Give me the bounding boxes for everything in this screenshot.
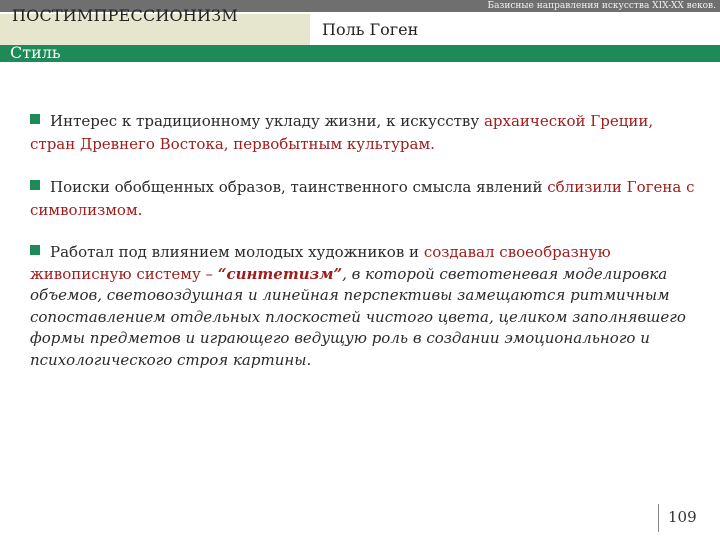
style-bar [0,45,720,62]
bullet-3-italic-text: , в которой светотеневая моделировка объемов, световоздушная и линейная перспективы замещаются ритмичным сопоставлением отдельных плоскостей чистого цвета, целиком заполнявшего формы предметов и играющего ведущую роль в создании эмоционального и психологического строя картины. [30,264,686,369]
square-bullet-icon [30,180,40,190]
synthetism-term: “синтетизм” [217,264,343,283]
bullet-3-highlight: создавал своеобразную живописную систему – [30,243,611,283]
style-label: Стиль [10,43,61,62]
section-title: ПОСТИМПРЕССИОНИЗМ [12,6,238,25]
bullet-2-text: Поиски обобщенных образов, таинственного смысла явлений [50,178,548,196]
bullet-1-highlight: архаической Греции, стран Древнего Востока, первобытным культурам. [30,112,654,153]
square-bullet-icon [30,114,40,124]
bullet-2-highlight: сблизили Гогена с символизмом. [30,178,695,219]
bullet-item-2 [30,176,700,222]
page-number-divider [658,504,659,532]
square-bullet-icon [30,245,40,255]
bullet-3-text: Работал под влиянием молодых художников и [50,243,424,261]
page-number: 109 [668,508,697,526]
bullet-item-3 [30,242,700,371]
bullet-item-1 [30,110,700,156]
content-area [30,110,700,391]
bullet-1-text: Интерес к традиционному укладу жизни, к искусству [50,112,484,130]
artist-name: Поль Гоген [322,20,419,39]
top-caption: Базисные направления искусства XIX-XX веков. [487,1,716,11]
